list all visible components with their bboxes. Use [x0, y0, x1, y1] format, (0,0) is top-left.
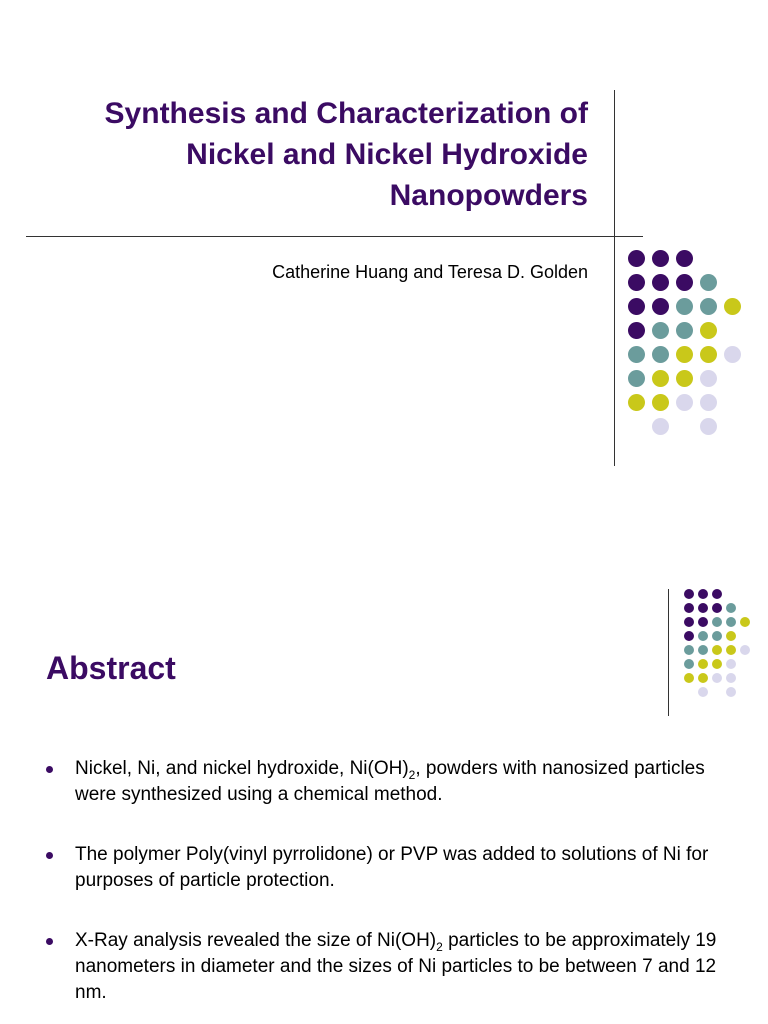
text-run: X-Ray analysis revealed the size of Ni(OH): [75, 930, 437, 951]
dot: [726, 603, 736, 613]
bullet-text: [75, 758, 705, 805]
dot: [676, 346, 693, 363]
dot: [628, 322, 645, 339]
dot: [726, 631, 736, 641]
dot: [628, 346, 645, 363]
dot: [628, 370, 645, 387]
dot: [676, 322, 693, 339]
dot: [684, 603, 694, 613]
dot: [684, 589, 694, 599]
title-line: Nanopowders: [389, 179, 588, 212]
text-run: particles to be approximately 19 nanometers in diameter and the sizes of Ni particles to be between 7 and 12 nm.: [75, 930, 717, 1003]
vertical-divider: [668, 589, 669, 716]
subscript: 2: [436, 939, 443, 954]
dot: [652, 298, 669, 315]
dot: [676, 298, 693, 315]
dot: [740, 617, 750, 627]
dot: [652, 274, 669, 291]
bullet-item: [46, 928, 746, 1006]
dot: [700, 322, 717, 339]
dot: [652, 394, 669, 411]
dot: [628, 274, 645, 291]
dot: [684, 673, 694, 683]
bullet-text: [75, 844, 708, 891]
bullet-icon: [46, 938, 53, 945]
vertical-divider: [614, 90, 615, 466]
dot: [676, 274, 693, 291]
dot: [712, 617, 722, 627]
bullet-text: [75, 930, 716, 1003]
bullet-list: [46, 756, 746, 1024]
dot: [700, 370, 717, 387]
text-run: , powders with nanosized particles were synthesized using a chemical method.: [75, 758, 705, 805]
abstract-slide: [0, 512, 768, 1024]
dot: [684, 631, 694, 641]
dot: [684, 645, 694, 655]
dot: [676, 250, 693, 267]
dot: [700, 394, 717, 411]
dot: [724, 298, 741, 315]
dot: [698, 603, 708, 613]
dot: [700, 346, 717, 363]
dot: [724, 346, 741, 363]
dot: [712, 645, 722, 655]
dot: [726, 659, 736, 669]
dot: [712, 589, 722, 599]
dot: [652, 418, 669, 435]
slide-title: Abstract: [46, 650, 176, 686]
dot: [712, 631, 722, 641]
dot: [684, 659, 694, 669]
horizontal-divider: [26, 236, 643, 237]
dot: [712, 603, 722, 613]
text-run: Nickel, Ni, and nickel hydroxide, Ni(OH): [75, 758, 409, 779]
dot: [652, 250, 669, 267]
dot: [700, 298, 717, 315]
dot: [740, 645, 750, 655]
bullet-icon: [46, 852, 53, 859]
slide-title: [20, 93, 588, 216]
dot: [712, 659, 722, 669]
dot: [712, 673, 722, 683]
bullet-item: [46, 756, 746, 808]
dot: [652, 346, 669, 363]
title-line: Synthesis and Characterization of: [104, 97, 588, 130]
dot: [698, 645, 708, 655]
dot: [684, 617, 694, 627]
bullet-icon: [46, 766, 53, 773]
dot: [698, 687, 708, 697]
dot: [726, 645, 736, 655]
dot: [726, 673, 736, 683]
dot: [698, 617, 708, 627]
dot: [652, 322, 669, 339]
dot: [628, 298, 645, 315]
dot: [676, 394, 693, 411]
dot: [698, 673, 708, 683]
bullet-item: [46, 842, 746, 894]
dot: [652, 370, 669, 387]
dot: [698, 631, 708, 641]
dot: [726, 687, 736, 697]
text-run: The polymer Poly(vinyl pyrrolidone) or PVP was added to solutions of Ni for purposes of particle protection.: [75, 844, 709, 891]
dot: [698, 589, 708, 599]
subscript: 2: [408, 767, 416, 782]
dot: [698, 659, 708, 669]
dot: [700, 274, 717, 291]
dot: [628, 394, 645, 411]
title-line: Nickel and Nickel Hydroxide: [186, 138, 588, 171]
authors: Catherine Huang and Teresa D. Golden: [272, 262, 588, 282]
dot: [700, 418, 717, 435]
dot: [628, 250, 645, 267]
dot: [676, 370, 693, 387]
dot: [726, 617, 736, 627]
